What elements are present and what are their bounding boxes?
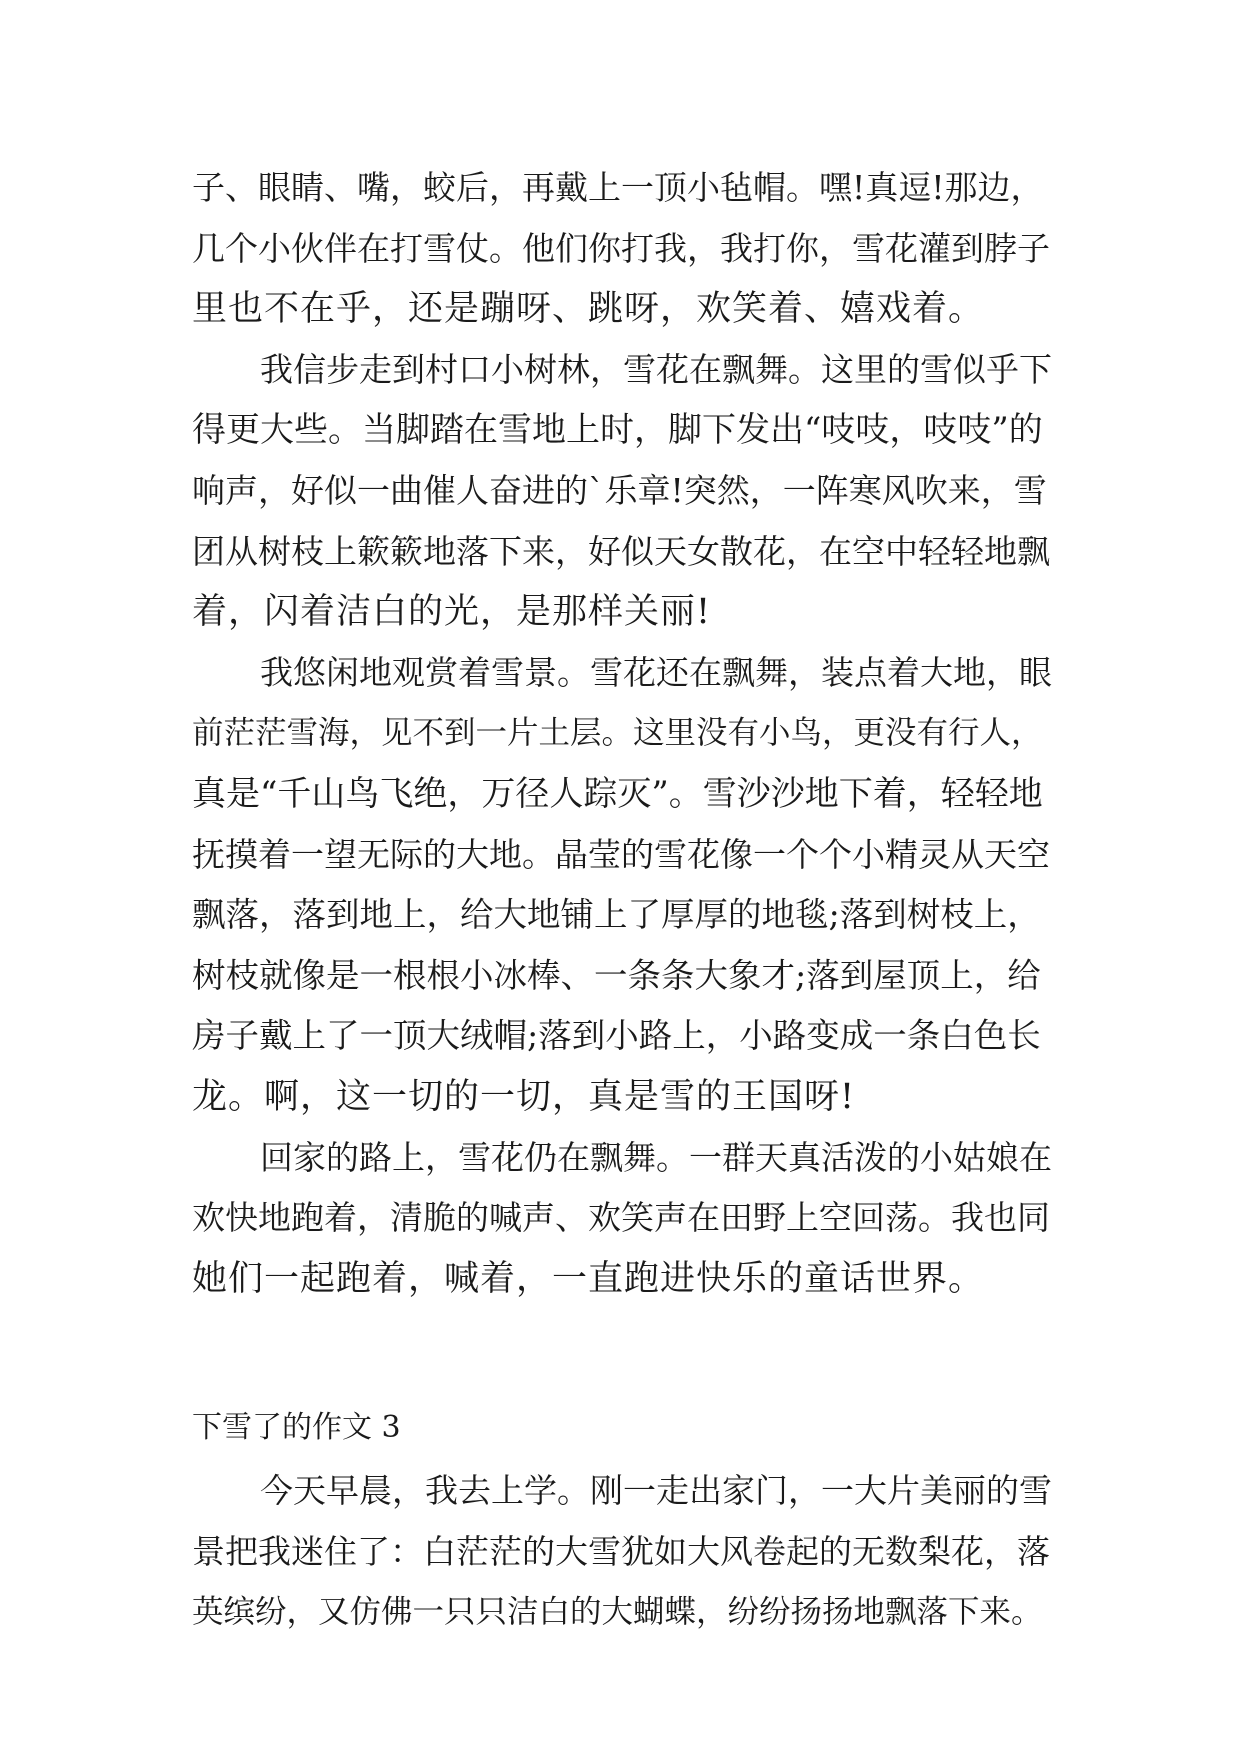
text-line: 我信步走到村口小树林，雪花在飘舞。这里的雪似乎下 bbox=[260, 349, 1052, 389]
text-line: 得更大些。当脚踏在雪地上时，脚下发出“吱吱，吱吱”的 bbox=[192, 410, 1043, 451]
text-line: 子、眼睛、嘴，蛟后，再戴上一顶小毡帽。嘿!真逗!那边， bbox=[192, 168, 1044, 207]
text-line: 今天早晨，我去上学。刚一走出家门，一大片美丽的雪 bbox=[260, 1471, 1052, 1511]
text-line: 团从树枝上簌簌地落下来，好似天女散花，在空中轻轻地飘 bbox=[192, 531, 1050, 571]
text-line: 龙。啊，这一切的一切，真是雪的王国呀! bbox=[192, 1076, 856, 1117]
text-line: 着，闪着洁白的光，是那样关丽! bbox=[192, 592, 712, 633]
section-heading: 下雪了的作文 3 bbox=[192, 1410, 401, 1446]
text-line: 抚摸着一望无际的大地。晶莹的雪花像一个个小精灵从天空 bbox=[192, 834, 1050, 874]
text-line: 几个小伙伴在打雪仗。他们你打我，我打你，雪花灌到脖子 bbox=[192, 228, 1050, 268]
text-line: 我悠闲地观赏着雪景。雪花还在飘舞，装点着大地，眼 bbox=[260, 652, 1052, 692]
text-line: 回家的路上，雪花仍在飘舞。一群天真活泼的小姑娘在 bbox=[260, 1137, 1052, 1177]
text-line: 真是“千山鸟飞绝，万径人踪灭”。雪沙沙地下着，轻轻地 bbox=[192, 773, 1043, 814]
text-line: 树枝就像是一根根小冰棒、一条条大象才;落到屋顶上，给 bbox=[192, 955, 1041, 995]
text-line: 她们一起跑着，喊着，一直跑进快乐的童话世界。 bbox=[192, 1258, 985, 1299]
paragraph bbox=[192, 340, 1052, 643]
section-gap bbox=[192, 1309, 1052, 1395]
paragraph bbox=[192, 1128, 1052, 1310]
text-line: 欢快地跑着，清脆的喊声、欢笑声在田野上空回荡。我也同 bbox=[192, 1198, 1050, 1238]
text-line: 景把我迷住了：白茫茫的大雪犹如大风卷起的无数梨花，落 bbox=[192, 1531, 1050, 1571]
paragraph bbox=[192, 158, 1052, 340]
text-line: 响声，好似一曲催人奋进的`乐章!突然，一阵寒风吹来，雪 bbox=[192, 470, 1047, 510]
text-line: 英缤纷，又仿佛一只只洁白的大蝴蝶，纷纷扬扬地飘落下来。 bbox=[192, 1594, 1043, 1631]
paragraph bbox=[192, 1461, 1052, 1643]
text-line: 前茫茫雪海，见不到一片土层。这里没有小鸟，更没有行人， bbox=[192, 715, 1043, 752]
text-line: 房子戴上了一顶大绒帽;落到小路上，小路变成一条白色长 bbox=[192, 1016, 1041, 1056]
paragraph bbox=[192, 643, 1052, 1128]
text-line: 里也不在乎，还是蹦呀、跳呀，欢笑着、嬉戏着。 bbox=[192, 289, 985, 330]
text-line: 飘落，落到地上，给大地铺上了厚厚的地毯;落到树枝上， bbox=[192, 895, 1041, 935]
document-page bbox=[192, 158, 1052, 1643]
